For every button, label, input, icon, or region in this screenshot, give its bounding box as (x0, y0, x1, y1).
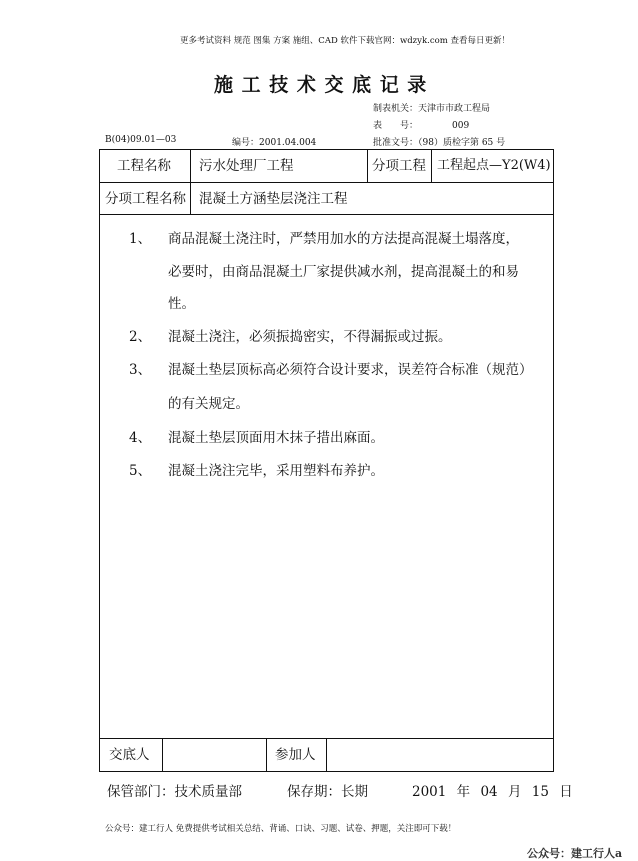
storage-dept-label: 保管部门： (107, 784, 175, 800)
sub-project-label: 分项工程名称 (105, 191, 186, 207)
storage-period-value: 长期 (341, 784, 368, 800)
date-year-char: 年 (456, 784, 471, 800)
item-number: 1、 (129, 231, 152, 247)
table-border-left (99, 149, 100, 772)
item-number: 3、 (129, 362, 152, 378)
serial-label: 编号： (232, 138, 260, 148)
participant-label: 参加人 (275, 747, 316, 763)
serial-value: 2001.04.004 (259, 138, 317, 148)
col-divider-mid (367, 149, 368, 183)
header-ad: 更多考试资料 规范 图集 方案 施组、CAD 软件下载官网：wdzyk.com 查看每日更新！ (180, 36, 510, 46)
date-month-char: 月 (507, 784, 522, 800)
row-divider-2 (99, 214, 554, 215)
project-name-label: 工程名称 (117, 158, 171, 174)
item-text-line: 混凝土垫层顶标高必须符合设计要求，误差符合标准（规范） (168, 362, 533, 378)
item-text-line: 混凝土浇注完毕，采用塑料布养护。 (168, 463, 384, 479)
table-number-label: 表 号： (373, 121, 419, 131)
date-year: 2001 (412, 784, 447, 800)
document-title: 施 工 技 术 交 底 记 录 (214, 74, 428, 96)
date-day-char: 日 (559, 784, 573, 800)
item-number: 2、 (129, 329, 152, 345)
project-name-value: 污水处理厂工程 (199, 158, 294, 174)
col-divider-label (190, 149, 191, 215)
approval-value: （98）质检字第 65 号 (418, 138, 506, 148)
record-date (412, 780, 573, 800)
item-number: 5、 (129, 463, 152, 479)
handover-label: 交底人 (109, 747, 150, 763)
item-text-line: 必要时，由商品混凝土厂家提供减水剂，提高混凝土的和易 (168, 264, 519, 280)
col-divider-sign-3 (326, 738, 327, 772)
issuer-value: 天津市市政工程局 (418, 104, 491, 114)
storage-dept (107, 780, 242, 800)
table-border-right (553, 149, 554, 772)
bottom-ad: 公众号：建工行人 免费提供考试相关总结、背诵、口诀、习题、试卷、押题，关注即可下载！ (105, 824, 457, 834)
row-divider-1 (99, 182, 554, 183)
sub-item-label: 分项工程 (372, 158, 426, 174)
item-text-line: 商品混凝土浇注时，严禁用加水的方法提高混凝土塌落度， (168, 231, 519, 247)
item-text-line: 的有关规定。 (168, 396, 249, 412)
table-border-top (99, 149, 554, 150)
col-divider-sign-2 (266, 738, 267, 772)
item-text-line: 性。 (168, 296, 195, 312)
storage-period (287, 780, 368, 800)
item-number: 4、 (129, 430, 152, 446)
storage-dept-value: 技术质量部 (174, 784, 242, 800)
table-number-row (373, 118, 469, 131)
item-text-line: 混凝土垫层顶面用木抹子措出麻面。 (168, 430, 384, 446)
col-divider-sign-1 (162, 738, 163, 772)
issuer-label: 制表机关： (373, 104, 419, 114)
date-day: 15 (531, 784, 549, 800)
sub-project-value: 混凝土方涵垫层浇注工程 (199, 191, 348, 207)
serial-row (232, 135, 316, 148)
watermark: 公众号：建工行人a (527, 847, 623, 860)
item-text-line: 混凝土浇注，必须振捣密实，不得漏振或过振。 (168, 329, 452, 345)
approval-label: 批准文号： (373, 138, 419, 148)
issuer-row (373, 101, 490, 114)
col-divider-right (431, 149, 432, 183)
table-number-value: 009 (452, 121, 470, 131)
form-code: B(04)09.01—03 (105, 135, 177, 145)
date-month: 04 (480, 784, 498, 800)
storage-period-label: 保存期： (287, 784, 341, 800)
approval-row (373, 135, 505, 148)
sub-item-value: 工程起点—Y2(W4) (437, 158, 551, 173)
